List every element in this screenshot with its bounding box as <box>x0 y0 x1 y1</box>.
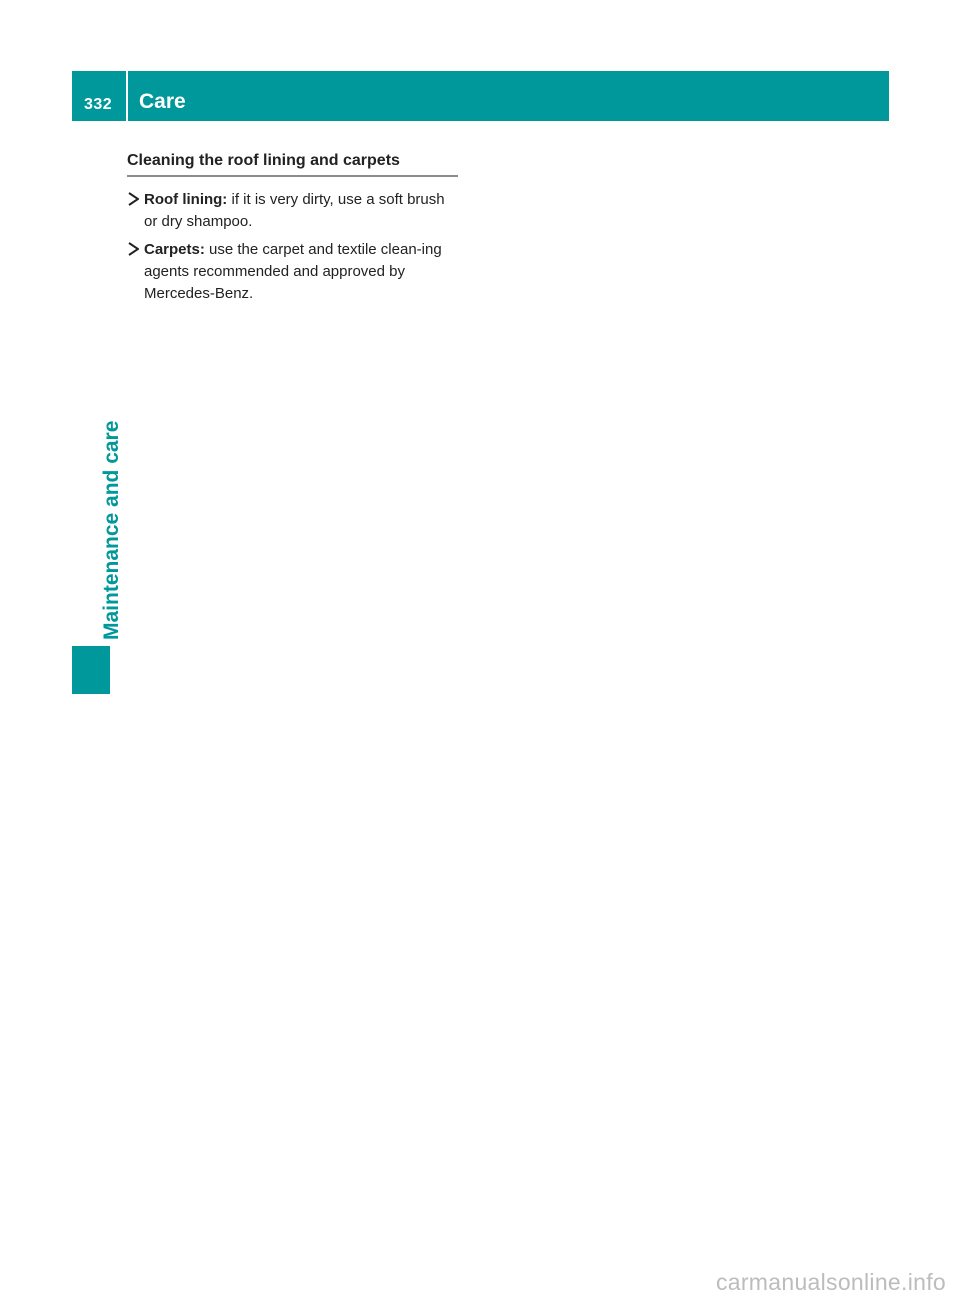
instruction-label: Roof lining: <box>144 191 228 208</box>
header-divider <box>126 71 128 121</box>
side-tab-label: Maintenance and care <box>100 420 123 640</box>
side-tab-marker <box>72 646 110 694</box>
instruction-text: use the carpet and textile clean-ing agents recommended and approved by Mercedes-Benz. <box>144 241 442 302</box>
instruction-text: if it is very dirty, use a soft brush or dry shampoo. <box>144 191 445 230</box>
page-number: 332 <box>84 96 113 113</box>
content-heading: Cleaning the roof lining and carpets <box>127 152 458 177</box>
watermark[interactable]: carmanualsonline.info <box>715 1269 946 1295</box>
instruction-label: Carpets: <box>144 241 205 258</box>
instruction-roof-lining <box>127 189 461 233</box>
arrow-right-icon <box>128 192 139 206</box>
section-title: Care <box>139 90 186 113</box>
instruction-carpets <box>127 239 461 305</box>
arrow-right-icon <box>128 242 139 256</box>
header-bar <box>72 71 889 121</box>
content-column <box>127 152 461 311</box>
instruction-list <box>127 189 461 305</box>
